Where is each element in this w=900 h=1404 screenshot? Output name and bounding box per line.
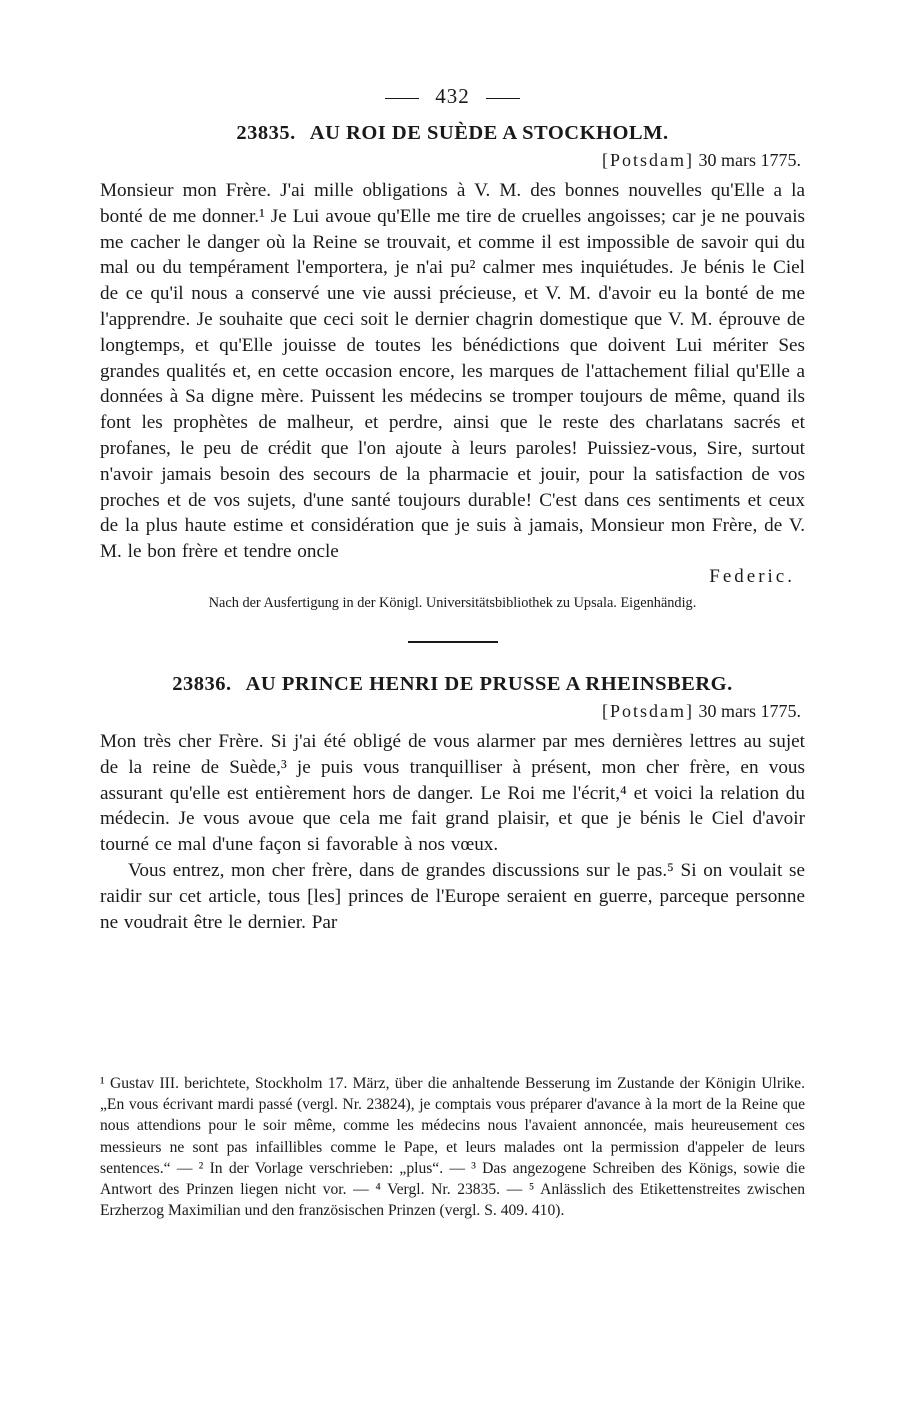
letter-dateline: [100, 148, 805, 172]
section-divider: [408, 641, 498, 643]
document-page: [100, 84, 805, 935]
letter-date: 30 mars 1775.: [698, 700, 801, 721]
footnotes: [100, 1073, 805, 1221]
letter-dateline: [100, 699, 805, 723]
page-number-dash-left: [385, 98, 419, 99]
letter-addressee: AU PRINCE HENRI DE PRUSSE A RHEINSBERG.: [245, 672, 733, 695]
letter-number: 23835.: [236, 122, 296, 144]
letter-23835: [100, 118, 805, 613]
letter-number: 23836.: [172, 672, 232, 695]
letter-body-paragraph: Mon très cher Frère. Si j'ai été obligé de vous alarmer par mes dernières lettres au sujet de la reine de Suède,³ je puis vous tranquilliser à présent, mon cher frère, en vous assurant qu'elle est entièrement hors de danger. Le Roi me l'écrit,⁴ et voici la relation du médecin. Je vous avoue que cela me fait grand plaisir, et que je bénis le Ciel d'avoir tourné ce mal d'une façon si favorable à nos vœux.: [100, 730, 805, 856]
letter-body-paragraph: Monsieur mon Frère. J'ai mille obligations à V. M. des bonnes nouvelles qu'Elle a la bonté de me donner.¹ Je Lui avoue qu'Elle me tire de cruelles angoisses; car je ne pouvais me cacher le danger où la Reine se trouvait, et comme il est impossible de savoir qui du mal ou du tempérament l'emportera, je n'ai pu² calmer mes inquiétudes. Je bénis le Ciel de ce qu'il nous a conservé une vie aussi précieuse, et V. M. d'avoir eu la bonté de me l'apprendre. Je souhaite que ceci soit le dernier chagrin domestique que V. M. éprouve de longtemps, et qu'Elle jouisse de toutes les bénédictions que doivent Lui mériter Ses grandes qualités et, en cette occasion encore, les marques de l'attachement filial qu'Elle a données à Sa digne mère. Puissent les médecins se tromper toujours de même, quand ils font les prophètes de malheur, et perdre, ainsi que le reste des charlatans sacrés et profanes, le peu de crédit que l'on ajoute à leurs paroles! Puissiez-vous, Sire, surtout n'avoir jamais besoin des secours de la pharmacie et jouir, pour la satisfaction de vos proches et de vos sujets, d'une santé toujours durable! C'est dans ces sentiments et ceux de la plus haute estime et considération que je suis à jamais, Monsieur mon Frère, de V. M. le bon frère et tendre oncle: [100, 180, 805, 563]
letter-signature: Federic.: [709, 565, 795, 587]
page-number: 432: [435, 84, 470, 108]
letter-date-place: [Potsdam]: [602, 700, 694, 721]
letter-date: 30 mars 1775.: [698, 150, 801, 170]
letter-source-note: Nach der Ausfertigung in der Königl. Universitätsbibliothek zu Upsala. Eigenhändig.: [208, 594, 697, 611]
page-number-line: [100, 84, 805, 118]
page-number-dash-right: [486, 98, 520, 99]
letter-date-place: [Potsdam]: [602, 150, 694, 170]
letter-addressee: AU ROI DE SUÈDE A STOCKHOLM.: [309, 122, 669, 144]
letter-body-paragraph: Vous entrez, mon cher frère, dans de grandes discussions sur le pas.⁵ Si on voulait se raidir sur cet article, tous [les] princes de l'Europe seraient en guerre, parceque personne ne voudrait être le dernier. Par: [100, 859, 805, 933]
letter-heading: [100, 669, 805, 699]
letter-23836: [100, 669, 805, 935]
footnote-text: ¹ Gustav III. berichtete, Stockholm 17. März, über die anhaltende Besserung im Zustande der Königin Ulrike. „En vous écrivant mardi passé (vergl. Nr. 23824), je comptais vous préparer d'avance à la mort de la Reine que nous attendions pour le soir même, comme les médecins nous l'avaient annoncée, mais heureusement ces messieurs ne sont pas infaillibles comme le Pape, et leurs malades ont la permission d'appeler de leurs sentences.“ — ² In der Vorlage verschrieben: „plus“. — ³ Das angezogene Schreiben des Königs, sowie die Antwort des Prinzen liegen nicht vor. — ⁴ Vergl. Nr. 23835. — ⁵ Anlässlich des Etikettenstreites zwischen Erzherzog Maximilian und den französischen Prinzen (vergl. S. 409. 410).: [100, 1075, 805, 1220]
letter-heading: [100, 118, 805, 148]
